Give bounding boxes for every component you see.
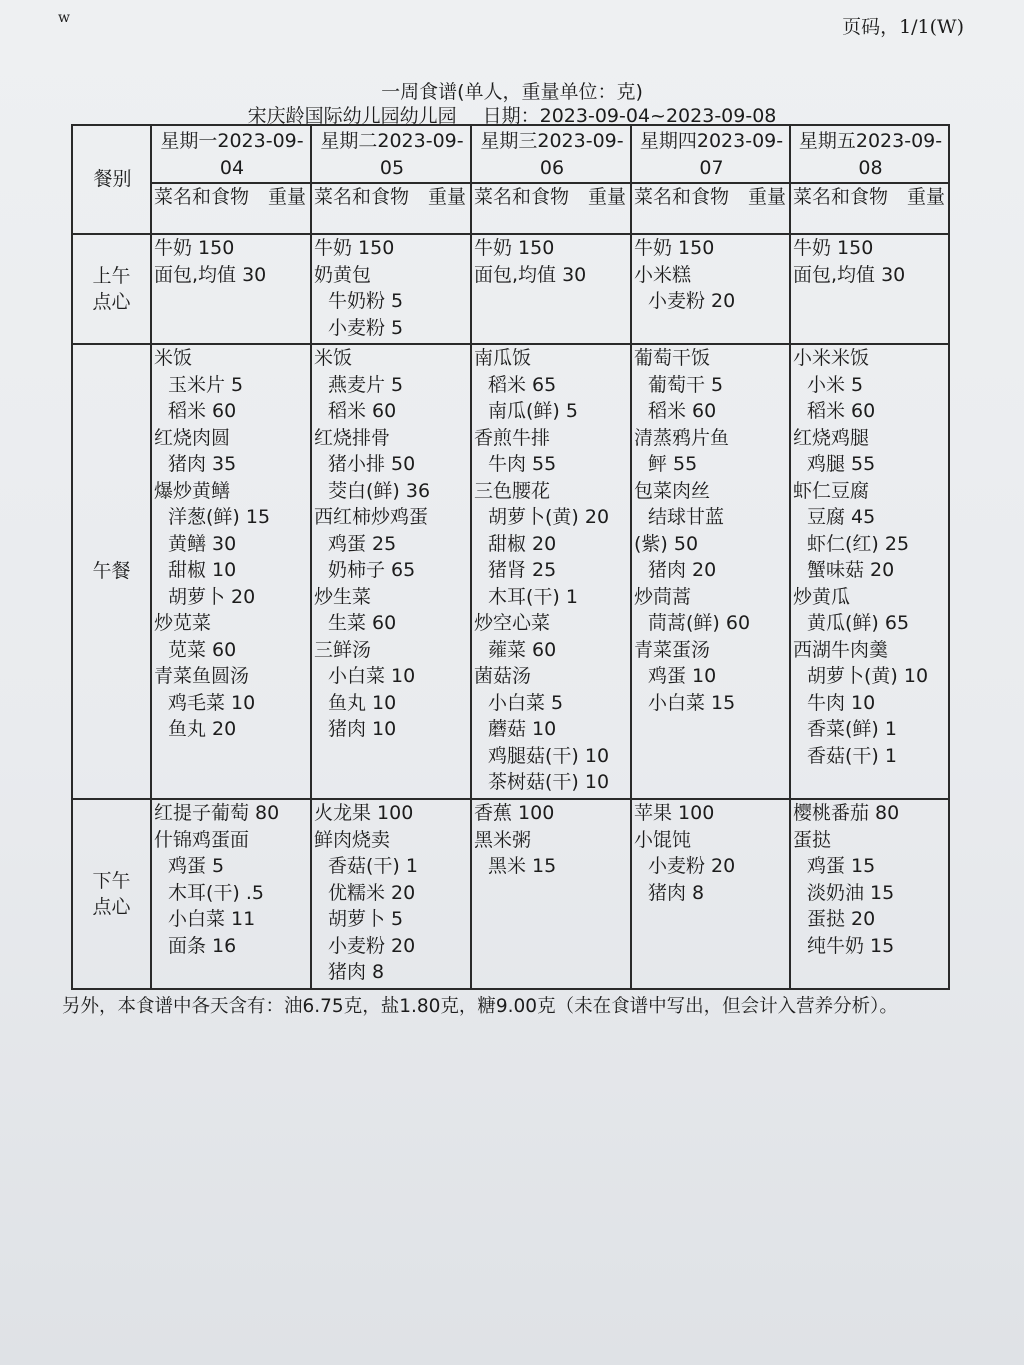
ingredient-line: 黄瓜(鲜) 65 bbox=[807, 612, 910, 634]
sub-header-row bbox=[72, 183, 949, 234]
meal-row-morning-snack bbox=[72, 234, 949, 344]
dish-line: 三色腰花 bbox=[474, 479, 551, 502]
ingredient-line: 茶树菇(干) 10 bbox=[488, 771, 610, 793]
day-header: 星期二2023-09-05 bbox=[311, 125, 471, 183]
ingredient-line: 胡萝卜 5 bbox=[328, 908, 404, 930]
menu-cell bbox=[631, 344, 790, 799]
ingredient-line: 猪肉 20 bbox=[648, 559, 717, 581]
ingredient-line: 猪肉 10 bbox=[328, 718, 397, 740]
ingredient-line: 小白菜 10 bbox=[328, 665, 416, 687]
dish-line: 鲜肉烧卖 bbox=[314, 828, 391, 851]
dish-line: 炒生菜 bbox=[314, 585, 372, 608]
dish-line: 面包,均值 30 bbox=[793, 263, 906, 286]
dish-line: 蛋挞 bbox=[793, 828, 832, 851]
ingredient-line: 稻米 60 bbox=[328, 400, 397, 422]
dish-line: 红提子葡萄 80 bbox=[154, 802, 280, 824]
dish-line: (紫) 50 bbox=[634, 532, 699, 555]
day-header: 星期一2023-09-04 bbox=[151, 125, 311, 183]
ingredient-line: 甜椒 20 bbox=[488, 532, 557, 555]
ingredient-line: 茭白(鲜) 36 bbox=[328, 479, 431, 502]
dish-line: 香煎牛排 bbox=[474, 426, 551, 449]
dish-line: 青菜鱼圆汤 bbox=[154, 665, 250, 687]
ingredient-line: 猪肾 25 bbox=[488, 559, 557, 581]
ingredient-line: 小白菜 11 bbox=[168, 908, 256, 930]
dish-line: 黑米粥 bbox=[474, 828, 532, 851]
footer-note: 另外，本食谱中各天含有：油6.75克，盐1.80克，糖9.00克（未在食谱中写出，但会计入营养分析）。 bbox=[62, 996, 898, 1017]
ingredient-line: 小白菜 15 bbox=[648, 691, 736, 714]
dish-line: 爆炒黄鳝 bbox=[154, 479, 231, 502]
dish-line: 炒茼蒿 bbox=[634, 585, 692, 608]
ingredient-line: 甜椒 10 bbox=[168, 559, 237, 581]
meal-label: 下午点心 bbox=[72, 799, 151, 989]
ingredient-line: 胡萝卜(黄) 10 bbox=[807, 665, 929, 687]
ingredient-line: 猪肉 35 bbox=[168, 453, 237, 475]
ingredient-line: 蛋挞 20 bbox=[807, 908, 876, 930]
dish-weight-header: 菜名和食物 重量 bbox=[471, 183, 631, 234]
dish-line: 葡萄干饭 bbox=[634, 347, 711, 369]
dish-line: 面包,均值 30 bbox=[154, 263, 267, 286]
menu-cell bbox=[311, 344, 471, 799]
dish-line: 牛奶 150 bbox=[634, 237, 715, 259]
dish-weight-header: 菜名和食物 重量 bbox=[311, 183, 471, 234]
day-header: 星期四2023-09-07 bbox=[631, 125, 790, 183]
meal-row-lunch bbox=[72, 344, 949, 799]
ingredient-line: 苋菜 60 bbox=[168, 638, 237, 661]
ingredient-line: 鸡蛋 10 bbox=[648, 665, 717, 687]
ingredient-line: 鸡腿 55 bbox=[807, 453, 876, 475]
dish-line: 牛奶 150 bbox=[314, 237, 395, 259]
ingredient-line: 胡萝卜(黄) 20 bbox=[488, 506, 610, 528]
ingredient-line: 纯牛奶 15 bbox=[807, 934, 895, 957]
ingredient-line: 鲆 55 bbox=[648, 453, 698, 475]
menu-cell bbox=[151, 799, 311, 989]
ingredient-line: 小麦粉 20 bbox=[648, 290, 736, 312]
ingredient-line: 豆腐 45 bbox=[807, 506, 876, 528]
menu-cell bbox=[311, 799, 471, 989]
ingredient-line: 虾仁(红) 25 bbox=[807, 532, 910, 555]
ingredient-line: 猪肉 8 bbox=[648, 881, 705, 904]
meal-label: 上午点心 bbox=[72, 234, 151, 344]
day-header: 星期三2023-09-06 bbox=[471, 125, 631, 183]
ingredient-line: 鸡蛋 15 bbox=[807, 855, 876, 877]
ingredient-line: 结球甘蓝 bbox=[648, 506, 725, 528]
dish-line: 米饭 bbox=[314, 347, 353, 369]
weekly-menu-table bbox=[71, 124, 950, 990]
dish-line: 苹果 100 bbox=[634, 802, 715, 824]
menu-cell bbox=[790, 799, 949, 989]
menu-cell bbox=[631, 234, 790, 344]
ingredient-line: 木耳(干) .5 bbox=[168, 881, 264, 904]
ingredient-line: 牛肉 10 bbox=[807, 691, 876, 714]
dish-line: 红烧排骨 bbox=[314, 426, 391, 449]
dish-weight-header: 菜名和食物 重量 bbox=[151, 183, 311, 234]
ingredient-line: 面条 16 bbox=[168, 934, 237, 957]
dish-line: 包菜肉丝 bbox=[634, 479, 711, 502]
ingredient-line: 香菜(鲜) 1 bbox=[807, 718, 897, 740]
meal-row-afternoon-snack bbox=[72, 799, 949, 989]
school-name: 宋庆龄国际幼儿园幼儿园 bbox=[247, 105, 457, 127]
ingredient-line: 葡萄干 5 bbox=[648, 373, 724, 396]
menu-cell bbox=[151, 344, 311, 799]
dish-line: 小米糕 bbox=[634, 263, 692, 286]
dish-line: 香蕉 100 bbox=[474, 802, 555, 824]
dish-line: 牛奶 150 bbox=[474, 237, 555, 259]
ingredient-line: 稻米 60 bbox=[807, 400, 876, 422]
dish-line: 西湖牛肉羹 bbox=[793, 638, 889, 661]
dish-line: 炒苋菜 bbox=[154, 612, 212, 634]
ingredient-line: 鸡毛菜 10 bbox=[168, 691, 256, 714]
dish-line: 青菜蛋汤 bbox=[634, 638, 711, 661]
menu-cell bbox=[311, 234, 471, 344]
ingredient-line: 蘑菇 10 bbox=[488, 718, 557, 740]
menu-cell bbox=[471, 234, 631, 344]
ingredient-line: 小白菜 5 bbox=[488, 691, 564, 714]
dish-line: 小米米饭 bbox=[793, 347, 870, 369]
menu-cell bbox=[151, 234, 311, 344]
dish-line: 米饭 bbox=[154, 347, 193, 369]
ingredient-line: 蟹味菇 20 bbox=[807, 559, 895, 581]
dish-line: 火龙果 100 bbox=[314, 802, 414, 824]
menu-cell bbox=[790, 344, 949, 799]
ingredient-line: 猪肉 8 bbox=[328, 961, 385, 983]
ingredient-line: 玉米片 5 bbox=[168, 373, 244, 396]
ingredient-line: 鸡蛋 5 bbox=[168, 855, 225, 877]
page-number: 页码，1/1(W) bbox=[842, 16, 964, 38]
ingredient-line: 鱼丸 20 bbox=[168, 718, 237, 740]
dish-line: 奶黄包 bbox=[314, 263, 372, 286]
meal-label: 午餐 bbox=[72, 344, 151, 799]
meal-type-header: 餐别 bbox=[72, 125, 151, 234]
ingredient-line: 黑米 15 bbox=[488, 855, 557, 877]
ingredient-line: 香菇(干) 1 bbox=[328, 855, 418, 877]
ingredient-line: 茼蒿(鲜) 60 bbox=[648, 612, 751, 634]
dish-line: 牛奶 150 bbox=[154, 237, 235, 259]
ingredient-line: 稻米 60 bbox=[168, 400, 237, 422]
dish-line: 清蒸鸦片鱼 bbox=[634, 426, 730, 449]
menu-cell bbox=[471, 344, 631, 799]
ingredient-line: 胡萝卜 20 bbox=[168, 585, 256, 608]
ingredient-line: 鸡蛋 25 bbox=[328, 532, 397, 555]
ingredient-line: 稻米 60 bbox=[648, 400, 717, 422]
dish-line: 菌菇汤 bbox=[474, 665, 532, 687]
ingredient-line: 小米 5 bbox=[807, 373, 864, 396]
ingredient-line: 鱼丸 10 bbox=[328, 691, 397, 714]
menu-cell bbox=[471, 799, 631, 989]
corner-mark: w bbox=[58, 10, 70, 26]
dish-line: 红烧鸡腿 bbox=[793, 426, 870, 449]
dish-line: 三鲜汤 bbox=[314, 638, 372, 661]
ingredient-line: 洋葱(鲜) 15 bbox=[168, 506, 271, 528]
menu-cell bbox=[790, 234, 949, 344]
dish-line: 小馄饨 bbox=[634, 828, 692, 851]
dish-line: 面包,均值 30 bbox=[474, 263, 587, 286]
menu-cell bbox=[631, 799, 790, 989]
dish-line: 牛奶 150 bbox=[793, 237, 874, 259]
ingredient-line: 优糯米 20 bbox=[328, 881, 416, 904]
dish-line: 什锦鸡蛋面 bbox=[154, 828, 250, 851]
dish-weight-header: 菜名和食物 重量 bbox=[631, 183, 790, 234]
dish-line: 红烧肉圆 bbox=[154, 426, 231, 449]
ingredient-line: 香菇(干) 1 bbox=[807, 744, 897, 767]
ingredient-line: 小麦粉 20 bbox=[648, 855, 736, 877]
ingredient-line: 黄鳝 30 bbox=[168, 532, 237, 555]
dish-line: 樱桃番茄 80 bbox=[793, 802, 900, 824]
day-header-row bbox=[72, 125, 949, 183]
day-header: 星期五2023-09-08 bbox=[790, 125, 949, 183]
ingredient-line: 稻米 65 bbox=[488, 373, 557, 396]
ingredient-line: 牛肉 55 bbox=[488, 453, 557, 475]
ingredient-line: 牛奶粉 5 bbox=[328, 290, 404, 312]
ingredient-line: 奶柿子 65 bbox=[328, 559, 416, 581]
date-range: 日期：2023-09-04~2023-09-08 bbox=[482, 105, 777, 127]
ingredient-line: 淡奶油 15 bbox=[807, 881, 895, 904]
dish-line: 南瓜饭 bbox=[474, 347, 532, 369]
ingredient-line: 蕹菜 60 bbox=[488, 638, 557, 661]
page-title: 一周食谱(单人，重量单位：克) bbox=[381, 81, 643, 103]
ingredient-line: 木耳(干) 1 bbox=[488, 585, 578, 608]
ingredient-line: 南瓜(鲜) 5 bbox=[488, 400, 578, 422]
ingredient-line: 鸡腿菇(干) 10 bbox=[488, 744, 610, 767]
dish-line: 虾仁豆腐 bbox=[793, 479, 870, 502]
ingredient-line: 生菜 60 bbox=[328, 612, 397, 634]
dish-line: 炒空心菜 bbox=[474, 612, 551, 634]
ingredient-line: 小麦粉 5 bbox=[328, 316, 404, 339]
ingredient-line: 小麦粉 20 bbox=[328, 934, 416, 957]
ingredient-line: 猪小排 50 bbox=[328, 453, 416, 475]
ingredient-line: 燕麦片 5 bbox=[328, 373, 404, 396]
dish-line: 炒黄瓜 bbox=[793, 585, 851, 608]
dish-weight-header: 菜名和食物 重量 bbox=[790, 183, 949, 234]
dish-line: 西红柿炒鸡蛋 bbox=[314, 506, 429, 528]
